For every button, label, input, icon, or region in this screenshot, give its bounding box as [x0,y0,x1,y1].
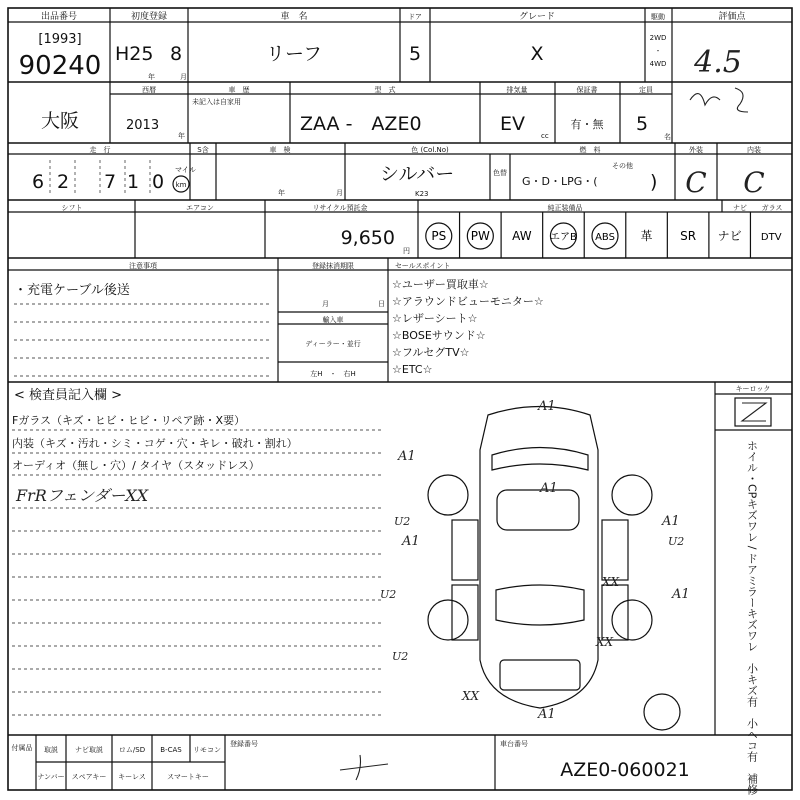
accessory-item: 取説 [44,746,58,754]
mileage-digit: 6 [31,171,45,193]
ac-label: エアコン [186,204,214,212]
lot-year: [1993] [38,32,82,47]
color-label: 色 (Col.No) [411,146,449,154]
reg-deadline-label: 登録抹消期限 [312,262,354,270]
mileage-label: 走 行 [89,146,111,154]
key-lock-label: キーロック [735,385,771,393]
row2 [8,82,792,143]
wheel-rear-left [428,600,468,640]
key-lock-box [735,398,771,426]
accessory-item: キーレス [118,773,146,781]
exterior-label: 外装 [689,146,703,154]
hand-scribble [690,88,748,112]
mileage-unit-km: km [175,181,187,189]
equipment-cells [426,212,782,258]
damage-mark: XX [602,575,620,589]
grade-label: グレード [518,12,556,22]
row3 [8,143,792,200]
equipment-item: 革 [640,229,653,243]
shift-label: シフト [61,204,83,212]
inspection-label: 車 歴 [228,86,250,94]
left-rear-door [452,585,478,640]
accessory-item: B-CAS [160,746,182,754]
equipment-item: DTV [760,232,782,243]
lot-number: 90240 [18,51,102,81]
drive-label: 駆動 [651,13,665,21]
accessory-item: ナンバー [37,773,65,781]
roof-panel [497,490,579,530]
right-rear-door [602,585,628,640]
damage-mark: U2 [392,650,409,663]
damage-mark: A1 [672,587,690,602]
fuel-close: ) [650,171,658,193]
reg-month: 8 [170,43,183,65]
s-label: S含 [197,146,209,154]
footer [12,735,690,790]
caution-text: ・充電ケーブル後送 [14,283,130,298]
door-label: ドア [408,13,422,21]
damage-mark: A1 [402,534,420,549]
drive-2wd: 2WD [649,34,667,42]
doors: 5 [408,43,422,65]
exterior-grade: C [685,166,707,199]
lot-no-label: 出品番号 [40,12,78,22]
capacity: 5 [635,113,649,135]
history-note: 未記入は自家用 [192,98,241,106]
accessory-item: ロム/SD [118,746,146,754]
handle-side: 左H ・ 右H [310,370,356,378]
accessory-item: リモコン [193,746,221,754]
accessories-label: 付属品 [11,744,33,752]
car-name: リーフ [265,43,323,65]
reg-no-label: 登録番号 [230,740,258,748]
grade: X [530,43,544,65]
equipment-item: ナビ [717,229,742,243]
chassis-number: AZE0-060021 [560,759,690,781]
drive-4wd: 4WD [649,60,667,68]
score-label: 評価点 [718,12,746,22]
hand-note: FrRフェンダーXX [16,486,149,505]
mileage-digit: 1 [126,171,140,193]
mileage-unit-mile: マイル [175,166,196,174]
location: 大阪 [40,110,80,132]
glass-line: Fガラス（キズ・ヒビ・ヒビ・リペア跡・X要） [12,414,246,427]
damage-mark: U2 [394,515,411,528]
import-type: ディーラー・並行 [305,340,361,348]
audio-line: オーディオ（無し・穴）/ タイヤ（スタッドレス） [12,459,260,472]
fuel-label: 燃 料 [579,146,601,154]
yen-unit: 円 [403,247,410,255]
sales-point: ☆アラウンドビューモニター☆ [392,295,544,308]
reg-day-unit: 日 [378,300,385,308]
sales-point: ☆ユーザー買取車☆ [392,278,489,291]
person-unit: 名 [664,133,671,141]
damage-mark: A1 [538,707,556,722]
warranty-label: 保証書 [576,86,598,94]
shaken-label: 車 検 [269,146,291,154]
drive-sep: ・ [654,47,662,55]
color-code: K23 [415,190,429,198]
equipment-item: ABS [595,232,615,243]
glass-label: ガラス [761,204,783,212]
mileage-digit: 0 [151,171,165,193]
fuel-other-label: その他 [612,162,633,170]
damage-mark: U2 [380,588,397,601]
equipment-item: エアB [550,232,577,243]
key-lock-mark [742,403,766,421]
inspection-section [8,382,792,796]
accessory-item: スペアキー [71,773,107,781]
inspection-lines [12,430,382,715]
sales-label: セールスポイント [395,262,451,270]
color-name: シルバー [380,163,455,185]
western-label: 西暦 [142,86,156,94]
equipment-item: SR [680,229,697,243]
right-front-door [602,520,628,580]
model-code: ZAA - AZE0 [300,113,422,135]
mileage-digits [32,160,164,195]
equipment-label: 純正装備品 [547,204,583,212]
front-windshield [492,448,588,471]
car-name-label: 車 名 [280,12,308,22]
displacement: EV [500,113,526,135]
shaken-month-unit: 月 [336,189,343,197]
sales-point: ☆ETC☆ [392,363,433,376]
wheel-front-left [428,475,468,515]
cc-unit: cc [541,132,549,140]
import-label: 輸入車 [322,316,344,324]
chassis-label: 車台番号 [500,740,528,748]
sales-point: ☆レザーシート☆ [392,312,478,325]
fuel-options: G・D・LPG・( [522,175,598,188]
left-front-door [452,520,478,580]
row4 [8,200,792,258]
spare-wheel [644,694,680,730]
capacity-label: 定員 [639,86,653,94]
reg-month-unit: 月 [322,300,329,308]
mileage-digit: 2 [56,171,70,193]
equipment-item: PW [470,229,490,243]
score: 4.5 [694,45,742,80]
reg-no-scribble [340,755,388,780]
side-note: ホイル・CPキズワレ / ドアミラーキズワレ 小キズ有 小ヘコ有 補修 [745,440,759,796]
equipment-item: PS [431,229,447,243]
damage-mark: U2 [668,535,685,548]
caution-label: 注意事項 [129,262,157,270]
inspection-title: < 検査員記入欄 > [14,388,123,403]
row1-header [8,8,792,82]
nav-label: ナビ [733,204,747,212]
equipment-item: AW [512,229,532,243]
recycle-amount: 9,650 [340,227,395,249]
car-diagram [428,407,680,731]
sales-point: ☆フルセグTV☆ [392,346,470,359]
interior-label: 内装 [747,146,761,154]
rear-window [496,585,584,625]
color-change-label: 色替 [493,169,507,177]
interior-line: 内装（キズ・汚れ・シミ・コゲ・穴・キレ・破れ・割れ） [12,437,298,450]
first-reg-label: 初度登録 [130,12,168,22]
western-year: 2013 [126,118,160,133]
accessory-item: スマートキー [167,773,209,781]
wheel-rear-right [612,600,652,640]
interior-grade: C [743,166,765,199]
type-label: 型 式 [374,86,396,94]
sales-point: ☆BOSEサウンド☆ [392,329,486,342]
reg-era: H25 [115,43,154,65]
damage-mark: A1 [540,481,558,496]
damage-mark: A1 [662,514,680,529]
damage-mark: XX [596,635,614,649]
year-unit: 年 [148,73,155,81]
wheel-front-right [612,475,652,515]
trunk-panel [500,660,580,690]
row2-year-unit: 年 [178,132,185,140]
notes-section [8,258,792,382]
accessory-item: ナビ取説 [75,746,103,754]
damage-mark: XX [462,689,480,703]
damage-mark: A1 [538,399,556,414]
mileage-digit: 7 [103,171,117,193]
month-unit: 月 [180,73,187,81]
damage-mark: A1 [398,449,416,464]
recycle-label: リサイクル預託金 [312,204,368,212]
warranty: 有・無 [570,118,604,131]
sales-points [392,277,544,376]
shaken-year-unit: 年 [278,189,285,197]
displacement-label: 排気量 [506,86,528,94]
